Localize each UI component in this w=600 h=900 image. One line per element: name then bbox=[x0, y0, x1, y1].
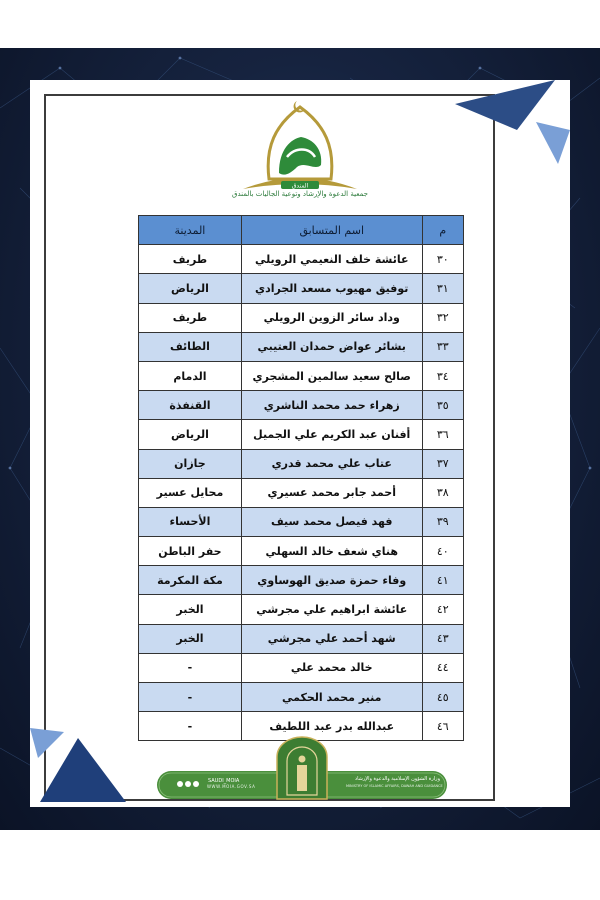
cell-number: ٣٤ bbox=[422, 361, 463, 390]
cell-city: - bbox=[139, 712, 242, 741]
table-row bbox=[139, 507, 464, 536]
cell-number: ٣٠ bbox=[422, 245, 463, 274]
cell-city: الخبر bbox=[139, 595, 242, 624]
cell-name: فهد فيصل محمد سيف bbox=[241, 507, 422, 536]
table-header-row bbox=[139, 216, 464, 245]
cell-number: ٤٥ bbox=[422, 683, 463, 712]
cell-number: ٣٧ bbox=[422, 449, 463, 478]
table-row bbox=[139, 303, 464, 332]
cell-number: ٣٥ bbox=[422, 391, 463, 420]
cell-number: ٣٦ bbox=[422, 420, 463, 449]
table-row bbox=[139, 537, 464, 566]
cell-name: عتاب علي محمد قدري bbox=[241, 449, 422, 478]
cell-city: الرياض bbox=[139, 274, 242, 303]
table-row bbox=[139, 449, 464, 478]
cell-city: - bbox=[139, 683, 242, 712]
decorative-triangle-small-left bbox=[30, 728, 64, 758]
table-row bbox=[139, 274, 464, 303]
header-name: اسم المتسابق bbox=[241, 216, 422, 245]
cell-name: عائشة خلف النعيمي الرويلي bbox=[241, 245, 422, 274]
cell-name: منير محمد الحكمي bbox=[241, 683, 422, 712]
ministry-name-ar: وزارة الشؤون الإسلامية والدعوة والإرشاد bbox=[354, 776, 440, 782]
cell-city: الرياض bbox=[139, 420, 242, 449]
decorative-triangle-small-right bbox=[536, 122, 570, 164]
cell-name: هناي شعف خالد السهلي bbox=[241, 537, 422, 566]
table-row bbox=[139, 566, 464, 595]
cell-number: ٣٣ bbox=[422, 332, 463, 361]
table-row bbox=[139, 245, 464, 274]
cell-name: بشائر عواض حمدان العتيبي bbox=[241, 332, 422, 361]
participants-table bbox=[138, 215, 464, 741]
header-number: م bbox=[422, 216, 463, 245]
table-row bbox=[139, 478, 464, 507]
cell-number: ٤٢ bbox=[422, 595, 463, 624]
cell-name: زهراء حمد محمد الناشري bbox=[241, 391, 422, 420]
logo-text: المندق bbox=[291, 182, 309, 190]
ministry-website[interactable]: WWW.MOIA.GOV.SA bbox=[207, 784, 256, 789]
cell-name: شهد أحمد علي مجرشي bbox=[241, 624, 422, 653]
cell-city: الأحساء bbox=[139, 507, 242, 536]
cell-city: الطائف bbox=[139, 332, 242, 361]
cell-city: القنفذة bbox=[139, 391, 242, 420]
cell-number: ٤٦ bbox=[422, 712, 463, 741]
cell-city: طريف bbox=[139, 303, 242, 332]
cell-city: حفر الباطن bbox=[139, 537, 242, 566]
cell-city: الخبر bbox=[139, 624, 242, 653]
cell-number: ٤٤ bbox=[422, 653, 463, 682]
table-row bbox=[139, 595, 464, 624]
ministry-footer-badge bbox=[157, 735, 447, 801]
cell-name: وداد سائر الزوين الرويلي bbox=[241, 303, 422, 332]
cell-name: عبدالله بدر عبد اللطيف bbox=[241, 712, 422, 741]
cell-city: مكة المكرمة bbox=[139, 566, 242, 595]
cell-city: الدمام bbox=[139, 361, 242, 390]
table-row bbox=[139, 420, 464, 449]
header-city: المدينة bbox=[139, 216, 242, 245]
cell-number: ٣٢ bbox=[422, 303, 463, 332]
cell-number: ٤١ bbox=[422, 566, 463, 595]
cell-name: عائشة ابراهيم علي مجرشي bbox=[241, 595, 422, 624]
cell-name: خالد محمد علي bbox=[241, 653, 422, 682]
cell-number: ٣٨ bbox=[422, 478, 463, 507]
cell-city: - bbox=[139, 653, 242, 682]
ministry-name-en: MINISTRY OF ISLAMIC AFFAIRS, DAWAH AND GUIDANCE bbox=[346, 784, 443, 788]
social-icons bbox=[176, 780, 206, 788]
table-row bbox=[139, 332, 464, 361]
cell-number: ٤٠ bbox=[422, 537, 463, 566]
cell-number: ٤٣ bbox=[422, 624, 463, 653]
cell-name: صالح سعيد سالمين المشجري bbox=[241, 361, 422, 390]
cell-name: أحمد جابر محمد عسيري bbox=[241, 478, 422, 507]
cell-number: ٣٩ bbox=[422, 507, 463, 536]
cell-number: ٣١ bbox=[422, 274, 463, 303]
table-row bbox=[139, 391, 464, 420]
table-row bbox=[139, 683, 464, 712]
cell-name: أفنان عبد الكريم علي الجميل bbox=[241, 420, 422, 449]
social-handle: SAUDI_MOIA bbox=[208, 778, 240, 784]
table-row bbox=[139, 653, 464, 682]
table-row bbox=[139, 624, 464, 653]
cell-name: وفاء حمزة صديق الهوساوي bbox=[241, 566, 422, 595]
cell-name: توفيق مهيوب مسعد الجرادي bbox=[241, 274, 422, 303]
cell-city: جازان bbox=[139, 449, 242, 478]
table-row bbox=[139, 361, 464, 390]
cell-city: طريف bbox=[139, 245, 242, 274]
cell-city: محايل عسير bbox=[139, 478, 242, 507]
organization-name: جمعية الدعوة والإرشاد وتوعية الجاليات بالمندق bbox=[232, 190, 368, 198]
